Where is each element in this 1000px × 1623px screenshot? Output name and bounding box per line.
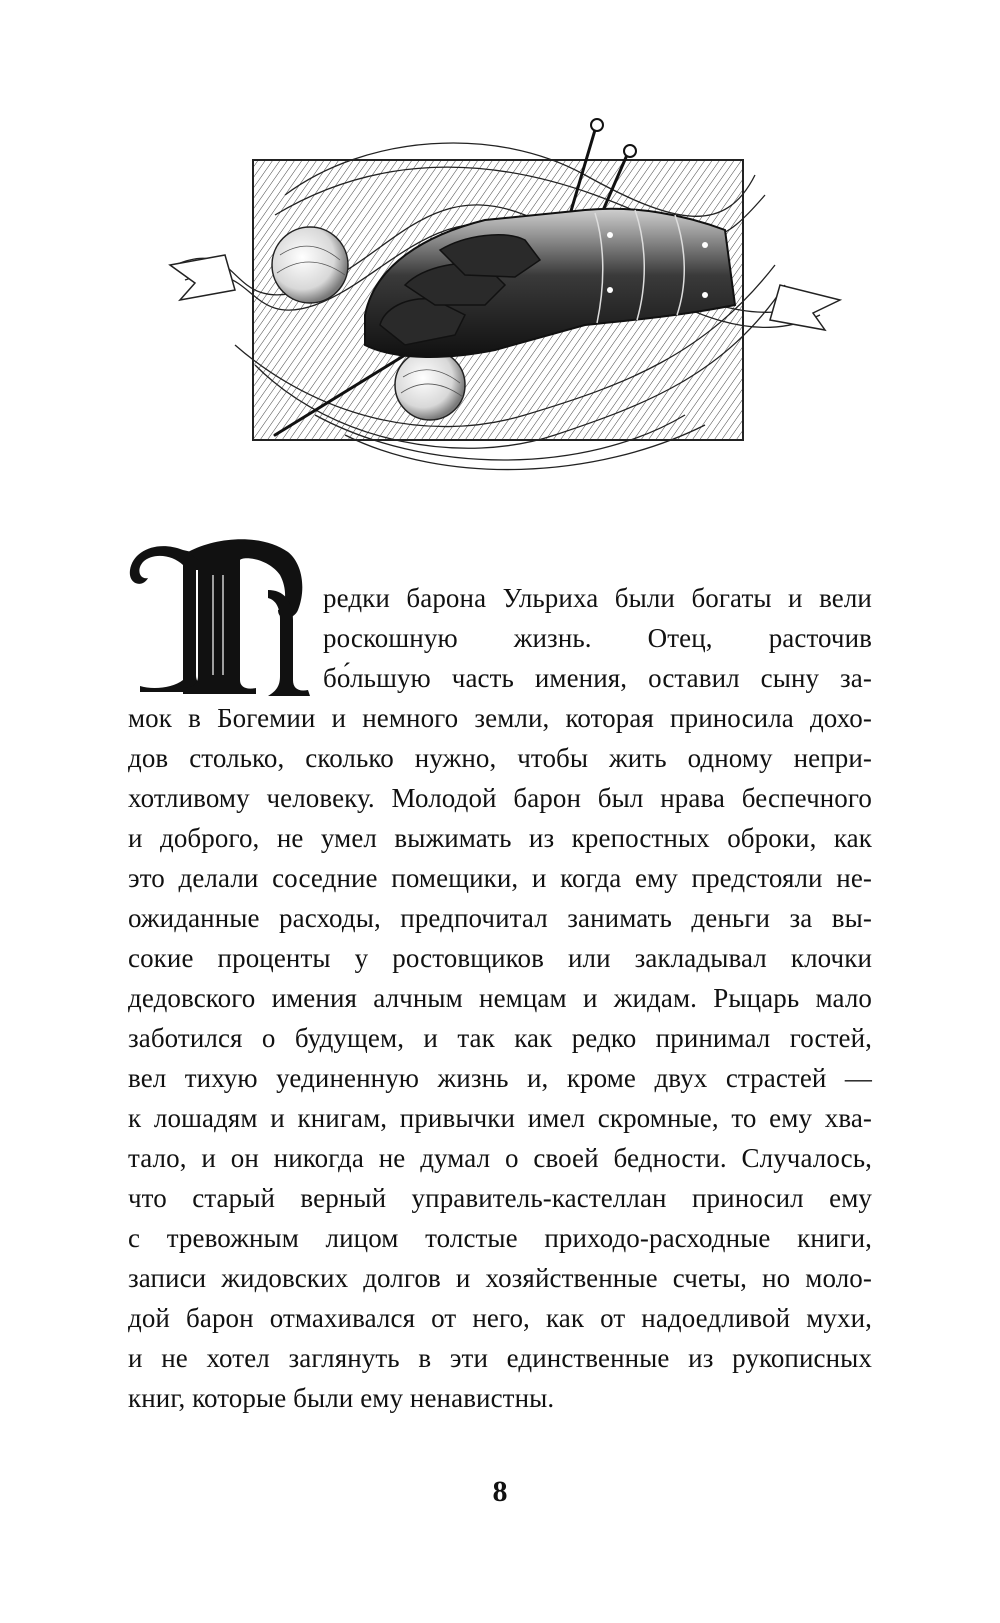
text-line: бо́льшую часть имения, оставил сыну за- (323, 663, 872, 693)
text-line: что старый верный управитель-кастеллан приносил ему (128, 1183, 872, 1213)
text-line: роскошную жизнь. Отец, расточив (323, 623, 872, 653)
text-line: вел тихую уединенную жизнь и, кроме двух страстей — (128, 1063, 872, 1093)
text-line: редки барона Ульриха были богаты и вели (323, 583, 872, 613)
text-line: тало, и он никогда не думал о своей бедности. Случалось, (128, 1143, 872, 1173)
text-line: хотливому человеку. Молодой барон был нрава беспечного (128, 783, 872, 813)
text-line: дедовского имения алчным немцам и жидам. Рыцарь мало (128, 983, 872, 1013)
text-line: мок в Богемии и немного земли, которая приносила дохо- (128, 703, 872, 733)
text-line: и доброго, не умел выжимать из крепостных оброки, как (128, 823, 872, 853)
text-line: ожиданные расходы, предпочитал занимать деньги за вы- (128, 903, 872, 933)
gauntlet-illustration-icon (165, 115, 845, 485)
text-line: дой барон отмахивался от него, как от надоедливой мухи, (128, 1303, 872, 1333)
text-line: сокие проценты у ростовщиков или закладывал клочки (128, 943, 872, 973)
drop-cap-letter-icon (128, 530, 313, 705)
text-line: это делали соседние помещики, и когда ему предстояли не- (128, 863, 872, 893)
text-line: и не хотел заглянуть в эти единственные из рукописных (128, 1343, 872, 1373)
page-number: 8 (492, 1475, 508, 1508)
text-line: к лошадям и книгам, привычки имел скромные, то ему хва- (128, 1103, 872, 1133)
text-line: дов столько, сколько нужно, чтобы жить одному непри- (128, 743, 872, 773)
main-text (128, 530, 872, 1430)
text-line: с тревожным лицом толстые приходо-расходные книги, (128, 1223, 872, 1253)
text-line: заботился о будущем, и так как редко принимал гостей, (128, 1023, 872, 1053)
text-line: книг, которые были ему ненавистны. (128, 1383, 555, 1413)
text-line: записи жидовских долгов и хозяйственные счеты, но моло- (128, 1263, 872, 1293)
